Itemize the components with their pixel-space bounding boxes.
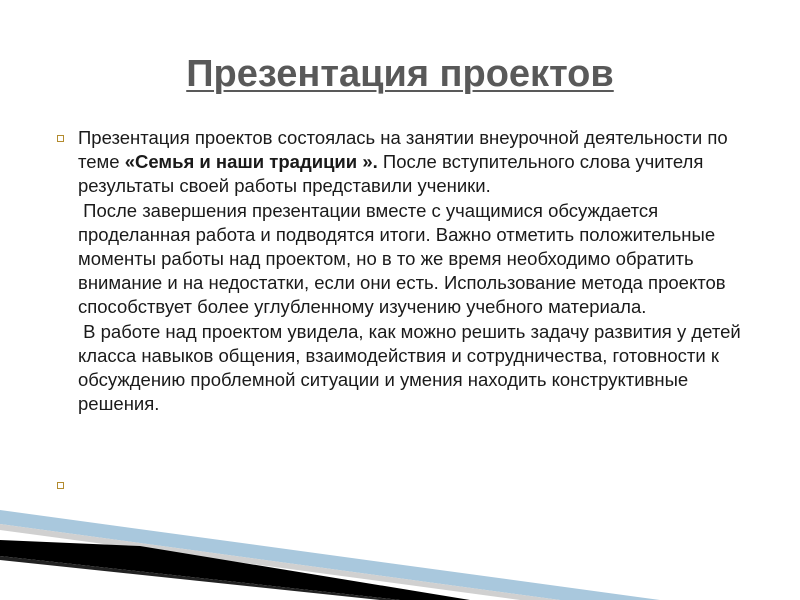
slide-body — [57, 126, 757, 416]
paragraph-1 — [78, 126, 757, 199]
paragraph-3-text: В работе над проектом увидела, как можно решить задачу развития у детей класса навыков общения, взаимодействия и сотрудничества, готовности к обсуждению проблемной ситуации и умения находить конструктивные решения. — [78, 320, 741, 415]
paragraph-1-topic: «Семья и наши традиции ». — [124, 151, 378, 173]
slide-title — [0, 48, 800, 100]
square-bullet-icon — [57, 135, 64, 142]
paragraph-1-end: После вступительного слова учителя результаты своей работы представили ученики. — [78, 151, 704, 197]
paragraph-2 — [78, 199, 757, 320]
decorative-stripes — [0, 480, 800, 600]
paragraph-3 — [78, 320, 757, 417]
paragraph-1-start: Презентация проектов состоялась на занятии внеурочной деятельности по теме — [78, 127, 728, 173]
paragraph-2-text: После завершения презентации вместе с учащимися обсуждается проделанная работа и подводятся итоги. Важно отметить положительные моменты работы над проектом, но в то же время необходимо обратить внимание и на недостатки, если они есть. Использование метода проектов способствует более углубленному изучению учебного материала. — [78, 199, 726, 318]
bullet-item-main — [57, 126, 757, 416]
slide-title-text: Презентация проектов — [186, 53, 614, 95]
